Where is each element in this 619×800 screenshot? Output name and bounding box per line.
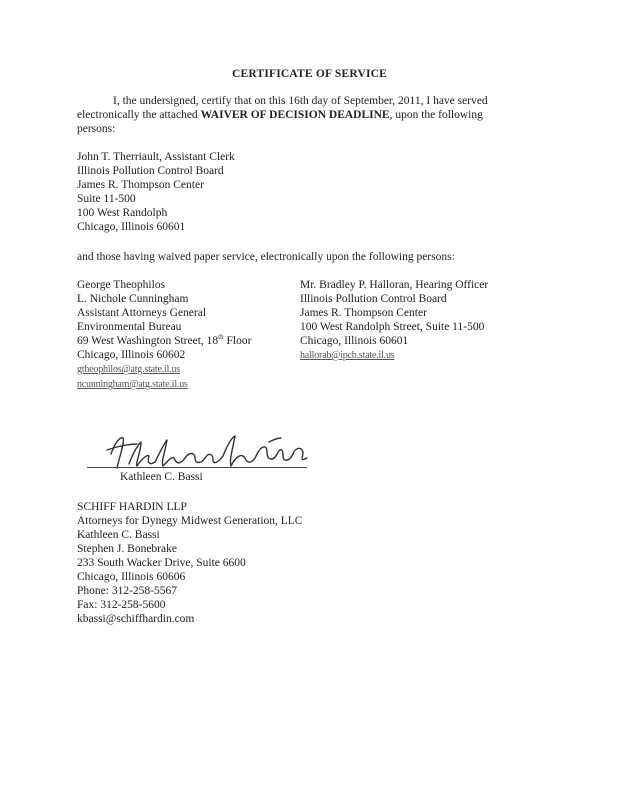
primary-recipient-line: Suite 11-500	[77, 193, 136, 205]
primary-recipient-line: John T. Therriault, Assistant Clerk	[77, 151, 235, 163]
firm-line: Phone: 312-258-5567	[77, 585, 177, 597]
right-recipient-address	[300, 278, 488, 363]
firm-line: Stephen J. Bonebrake	[77, 543, 177, 555]
right-recipient-line: James R. Thompson Center	[300, 307, 427, 319]
left-email-link-2[interactable]: ncunningham@atg.state.il.us	[77, 379, 188, 390]
primary-recipient-address	[77, 150, 235, 234]
signer-name: Kathleen C. Bassi	[120, 471, 203, 483]
left-email-link-1[interactable]: gtheophilos@atg.state.il.us	[77, 364, 180, 375]
left-recipient-line: George Theophilos	[77, 279, 166, 291]
firm-line: 233 South Wacker Drive, Suite 6600	[77, 557, 246, 569]
left-recipient-address	[77, 278, 251, 392]
signature-line	[87, 467, 307, 468]
document-title: CERTIFICATE OF SERVICE	[231, 68, 388, 80]
left-street-text: 69 West Washington Street, 18	[77, 335, 219, 347]
firm-email: kbassi@schiffhardin.com	[77, 613, 195, 625]
right-recipient-line: 100 West Randolph Street, Suite 11-500	[300, 321, 485, 333]
primary-recipient-line: James R. Thompson Center	[77, 179, 204, 191]
left-street-floor: Floor	[223, 335, 252, 347]
right-recipient-line: Mr. Bradley P. Halloran, Hearing Officer	[300, 279, 489, 291]
left-street-sup: th	[218, 333, 224, 342]
left-recipient-city: Chicago, Illinois 60602	[77, 349, 186, 361]
waived-service-line: and those having waived paper service, electronically upon the following persons:	[77, 251, 455, 263]
firm-line: Kathleen C. Bassi	[77, 529, 160, 541]
left-recipient-street	[77, 334, 251, 348]
right-email-link[interactable]: hallorab@ipcb.state.il.us	[300, 350, 395, 361]
primary-recipient-line: Chicago, Illinois 60601	[77, 221, 186, 233]
intro-document-name: WAIVER OF DECISION DEADLINE	[200, 109, 390, 121]
primary-recipient-line: 100 West Randolph	[77, 207, 168, 219]
right-recipient-line: Illinois Pollution Control Board	[300, 293, 447, 305]
firm-signature-block	[77, 500, 302, 626]
firm-line: SCHIFF HARDIN LLP	[77, 501, 187, 513]
primary-recipient-line: Illinois Pollution Control Board	[77, 165, 224, 177]
firm-line: Chicago, Illinois 60606	[77, 571, 186, 583]
right-recipient-line: Chicago, Illinois 60601	[300, 335, 409, 347]
intro-paragraph	[77, 94, 517, 136]
handwritten-signature	[77, 424, 337, 484]
firm-line: Attorneys for Dynegy Midwest Generation, LLC	[77, 515, 303, 527]
firm-line: Fax: 312-258-5600	[77, 599, 166, 611]
left-recipient-line: Environmental Bureau	[77, 321, 182, 333]
signature-area	[77, 424, 337, 484]
intro-text-part1: I, the undersigned, certify that on this 16th day of September, 2011, I have served electronically the attached	[77, 95, 488, 121]
left-recipient-line: L. Nichole Cunningham	[77, 293, 189, 305]
intro-text-part2: , upon the following persons:	[77, 109, 483, 135]
left-recipient-line: Assistant Attorneys General	[77, 307, 207, 319]
